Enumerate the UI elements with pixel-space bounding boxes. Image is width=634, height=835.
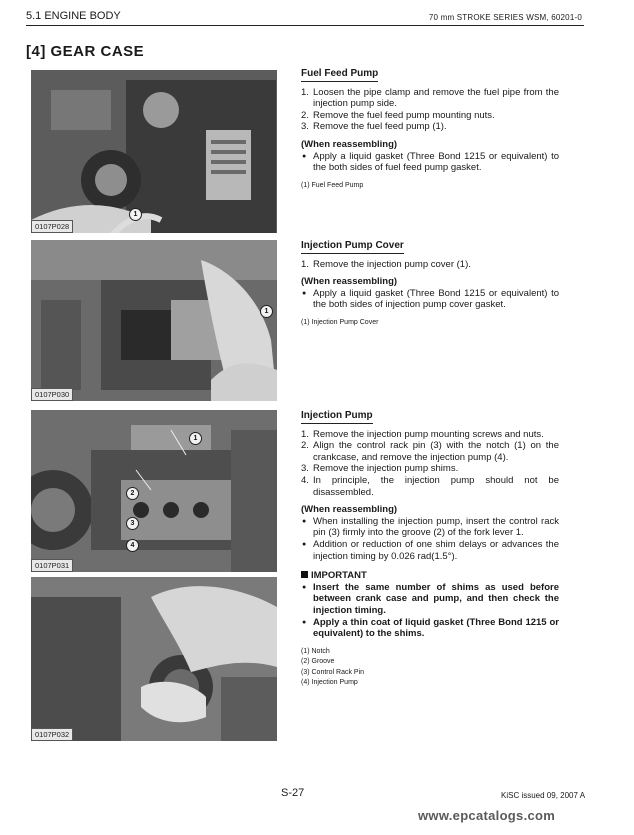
section-header: 5.1 ENGINE BODY (26, 10, 121, 22)
important-note: ● Insert the same number of shims as used before between crank case and pump, and then check the injection timing. (301, 582, 559, 617)
important-note: ● Apply a thin coat of liquid gasket (Three Bond 1215 or equivalent) to the shims. (301, 617, 559, 640)
photo-id: 0107P028 (31, 220, 73, 233)
note: ● Apply a liquid gasket (Three Bond 1215 or equivalent) to the both sides of injection pump cover gasket. (301, 288, 559, 311)
section-heading: Fuel Feed Pump (301, 68, 378, 82)
page-number: S-27 (281, 787, 305, 799)
watermark: www.epcatalogs.com (418, 808, 556, 823)
step: 2. Remove the fuel feed pump mounting nuts. (301, 109, 495, 121)
photo-fuel-feed-pump (31, 70, 277, 233)
photo-id: 0107P031 (31, 559, 73, 572)
photo-injection-pump (31, 410, 277, 572)
important-notes (301, 582, 559, 640)
callout: 2 (126, 487, 139, 500)
series-header: 70 mm STROKE SERIES WSM, 60201-0 (428, 13, 582, 22)
callout: 1 (260, 305, 273, 318)
injection-pump-section (301, 410, 559, 689)
legend-item: (1) Injection Pump Cover (301, 318, 379, 326)
legend (301, 318, 559, 329)
photo-fuel-feed-pump-illustration (31, 70, 277, 233)
reassembly-notes (301, 151, 559, 174)
section-heading: Injection Pump (301, 410, 373, 424)
legend-item: (4) Injection Pump (301, 679, 358, 687)
step: 2. Align the control rack pin (3) with the notch (1) on the crankcase, and remove the injection pump (4). (301, 440, 559, 463)
page-title: [4] GEAR CASE (26, 43, 145, 60)
step: 1. Remove the injection pump mounting screws and nuts. (301, 428, 544, 440)
legend (301, 181, 559, 192)
callout: 1 (189, 432, 202, 445)
legend-item: (3) Control Rack Pin (301, 668, 365, 676)
photo-injection-pump-cover-illustration (31, 240, 277, 401)
reassembly-notes (301, 288, 559, 311)
header-rule (26, 25, 584, 26)
step: 3. Remove the injection pump shims. (301, 463, 459, 475)
important-heading: IMPORTANT (301, 570, 559, 582)
legend-item: (2) Groove (301, 658, 335, 666)
procedure-steps (301, 429, 559, 499)
photo-injection-pump-shims (31, 577, 277, 741)
reassembly-notes (301, 516, 559, 562)
photo-id: 0107P030 (31, 388, 73, 401)
step: 4. In principle, the injection pump should not be disassembled. (301, 474, 559, 498)
legend (301, 647, 559, 689)
step: 3. Remove the fuel feed pump (1). (301, 121, 447, 133)
procedure-steps (301, 87, 559, 133)
photo-id: 0107P032 (31, 728, 73, 741)
legend-item: (1) Fuel Feed Pump (301, 181, 364, 189)
note: ● When installing the injection pump, insert the control rack pin (3) firmly into the groove (2) of the fork lever 1. (301, 516, 559, 539)
reassembly-heading: (When reassembling) (301, 138, 398, 150)
photo-injection-pump-illustration (31, 410, 277, 572)
issue-date: KiSC issued 09, 2007 A (501, 791, 586, 800)
callout: 4 (126, 539, 139, 552)
square-bullet-icon (301, 571, 308, 578)
fuel-feed-pump-section (301, 68, 559, 191)
reassembly-heading: (When reassembling) (301, 504, 398, 516)
photo-injection-pump-cover (31, 240, 277, 401)
note: ● Apply a liquid gasket (Three Bond 1215 or equivalent) to the both sides of fuel feed pump gasket. (301, 151, 559, 174)
legend-item: (1) Notch (301, 647, 330, 655)
photo-injection-pump-shims-illustration (31, 577, 277, 741)
injection-pump-cover-section (301, 240, 559, 328)
procedure-steps (301, 259, 559, 271)
step: 1. Loosen the pipe clamp and remove the fuel pipe from the injection pump side. (301, 86, 559, 110)
section-heading: Injection Pump Cover (301, 240, 404, 254)
callout: 1 (129, 208, 142, 221)
note: ● Addition or reduction of one shim delays or advances the injection timing by 0.026 rad(1.5°). (301, 539, 559, 562)
step: 1. Remove the injection pump cover (1). (301, 258, 471, 270)
reassembly-heading: (When reassembling) (301, 276, 398, 288)
callout: 3 (126, 517, 139, 530)
